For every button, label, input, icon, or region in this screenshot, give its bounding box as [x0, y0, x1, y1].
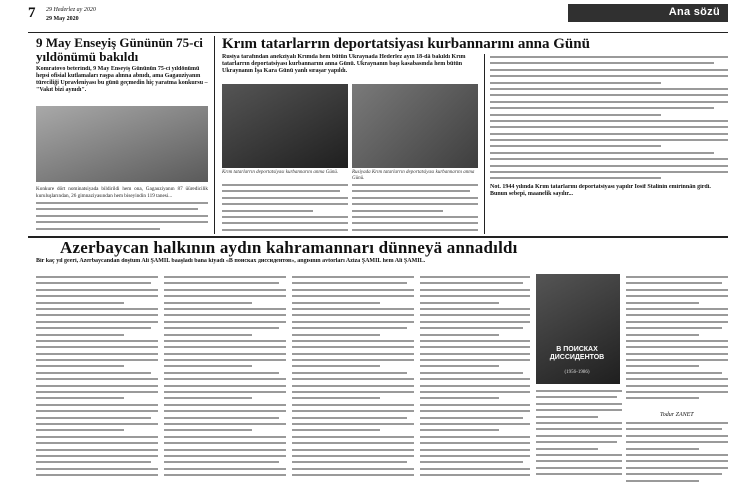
section-title: Ana sözü: [668, 6, 720, 18]
bottom-col-4-lines: [420, 276, 530, 484]
column-rule-2: [484, 54, 485, 234]
header-rule: [28, 32, 728, 33]
top-article-photo-left: [222, 84, 348, 168]
issue-date-gagauz: 29 Hederlez ay 2020: [46, 7, 96, 13]
left-article-photo: [36, 106, 208, 182]
page-header: [28, 4, 728, 30]
issue-date: 29 May 2020: [46, 16, 79, 22]
left-article-text-lines: [36, 202, 208, 234]
column-rule-1: [214, 36, 215, 234]
page-number: 7: [28, 5, 36, 21]
book-cover-title: В ПОИСКАХ ДИССИДЕНТОВ: [549, 346, 605, 361]
top-article-title: Krım tatarlarrın deportatsiyası kurbannarını anna Günü: [222, 36, 590, 52]
author-signature: Todur ZANET: [660, 412, 694, 418]
top-photo-caption-1: Krım tatarlarrın deportatsiyası kurbannarını anma Günü.: [222, 170, 339, 175]
top-article-text-lines-right: [490, 56, 728, 182]
left-article-body: Konkure dört nominatsiyada bildirildi hem ona, Gagauziyanın 87 üüredicilik kuruluşlarından, 26 gimnaziyasından hem biseyindin 119 tanesi...: [36, 186, 208, 199]
top-article-note: Not. 1944 yılında Krım tatarlarını deportatsiyası yapılır İosif Stalinin emirinnän girdi. Bunun sebepi, maanelik sayılır...: [490, 184, 711, 197]
bottom-article-title: Azerbaycan halkının aydın kahramannarı dünneyä annadıldı: [60, 238, 518, 257]
book-cover-photo: [536, 274, 620, 384]
bottom-col-6-lines: [536, 390, 622, 484]
section-band: [568, 4, 728, 22]
top-article-text-lines-center: [352, 184, 478, 234]
bottom-article-lede: Bir kaç yıl geeri, Azerbaycandan doştum Ali ŞAMİL baaşladı bana kiyadı «В поисках диссидентов», angısının avtorları Aziza ŞAMİL hem Ali ŞAMİL.: [36, 258, 426, 264]
left-article-lede: Komratovo beterindi, 9 May Enseyiş Gününün 75-ci yıldönümü hepsi ofisial kutlamaları raşpa alınna abnıdı, ama Gagauziyanın türeciliği Upravleniyası bu günü geçmedin hiç yaratma konkursu – "Vakıt bizi aynıdı".: [36, 66, 208, 93]
bottom-col-1-lines: [36, 276, 158, 484]
top-article-photo-center: [352, 84, 478, 168]
bottom-col-2-lines: [164, 276, 286, 484]
bottom-col-7-lines: [626, 422, 728, 484]
bottom-col-3-lines: [292, 276, 414, 484]
top-article-text-lines-left: [222, 184, 348, 234]
book-cover-years: (1956-1986): [564, 370, 590, 375]
top-article-lede: Rusiya tarafından anekziyalı Krımda hem bütün Ukraynada Hederlez ayın 18-dä bakıldı Krım tatarlarrın deportatsiyası kurbannarını anna Günü. Ukraynanın başı kasabasında hem bütün Ukraynanın İşa Kara Günü yanlı sıraşar yapıldı.: [222, 54, 466, 74]
left-article-title: 9 May Enseyiş Gününün 75-ci yıldönümü bakıldı: [36, 35, 203, 64]
top-photo-caption-2: Rusiyada Krım tatarlarrın deportatsiyası kurbannarını anma Günü.: [352, 170, 475, 181]
bottom-col-5-lines: [626, 276, 728, 410]
